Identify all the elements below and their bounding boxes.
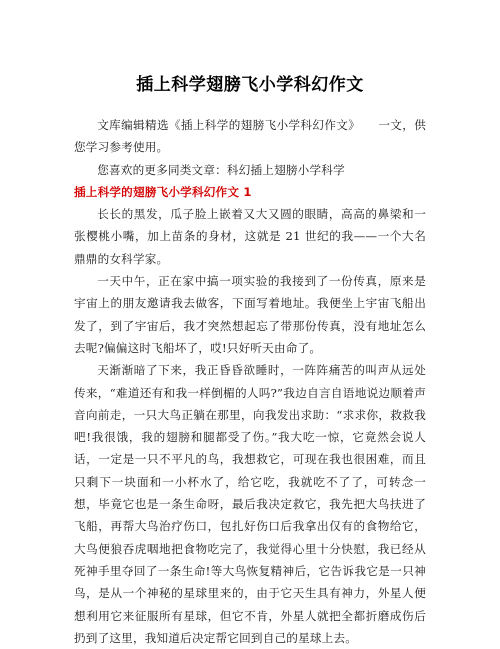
body-paragraph: 一天中午，正在家中搞一项实验的我接到了一份传真，原来是宇宙上的朋友邀请我去做客，下面写着地址。我便坐上宇宙飞船出发了，到了宇宙后，我才突然想起忘了带那份传真，没有地址怎么去呢?偏偏这时飞船坏了，哎!只好听天由命了。	[74, 274, 426, 355]
section-heading: 插上科学的翅膀飞小学科幻作文 1	[74, 184, 252, 199]
document-title: 插上科学翅膀飞小学科幻作文	[136, 75, 364, 95]
document-body	[74, 114, 426, 649]
body-paragraph: 长长的黑发，瓜子脸上嵌着又大又圆的眼睛，高高的鼻梁和一张樱桃小嘴，加上苗条的身材，这就是 21 世纪的我——一个大名鼎鼎的女科学家。	[74, 207, 426, 266]
recommend-line: 您喜欢的更多同类文章：科幻插上翅膀小学科学	[97, 162, 345, 177]
body-paragraph: 天渐渐暗了下来，我正昏昏欲睡时，一阵阵痛苦的叫声从远处传来，“难道还有和我一样倒楣的人吗?”我边自言自语地说边顺着声音向前走，一只大鸟正躺在那里，向我发出求助：“求求你，救救我吧!我很饿，我的翅膀和腿都受了伤。”我大吃一惊，它竟然会说人话，一定是一只不平凡的鸟，我想救它，可现在我也很困难，而且只剩下一块面和一小杯水了，给它吃，我就吃不了了，可转念一想，毕竟它也是一条生命呀，最后我决定救它，我先把大鸟扶进了飞船，再帮大鸟治疗伤口，包扎好伤口后我拿出仅有的食物给它，大鸟便狼吞虎咽地把食物吃完了，我觉得心里十分快慰，我已经从死神手里夺回了一条生命!等大鸟恢复精神后，它告诉我它是一只神鸟，是从一个神秘的星球里来的，由于它天生具有神力，外星人便想利用它来征服所有星球，但它不肯，外星人就把全都折磨成伤后扔到了这里，我知道后决定帮它回到自己的星球上去。	[74, 363, 426, 645]
intro-paragraph: 文库编辑精选《插上科学的翅膀飞小学科幻作文》 一文，供您学习参考使用。	[74, 118, 426, 155]
